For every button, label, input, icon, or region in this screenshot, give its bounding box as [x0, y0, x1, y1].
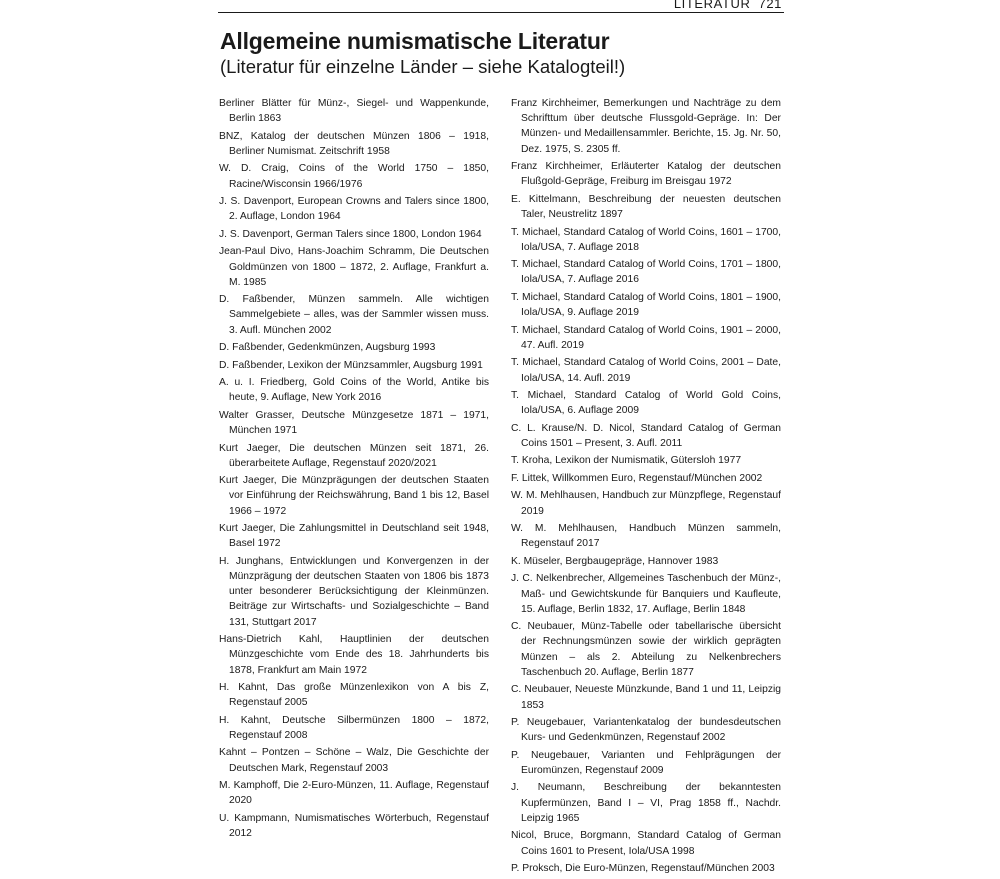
bibliography-entry: Franz Kirchheimer, Erläuterter Katalog der deutschen Flußgold-Gepräge, Freiburg im Breisgau 1972 — [511, 161, 781, 188]
bibliography-entry: Kahnt – Pontzen – Schöne – Walz, Die Geschichte der Deutschen Mark, Regenstauf 2003 — [219, 747, 489, 774]
bibliography-entry: A. u. I. Friedberg, Gold Coins of the World, Antike bis heute, 9. Auflage, New York 2016 — [219, 377, 489, 404]
bibliography-entry: D. Faßbender, Lexikon der Münzsammler, Augsburg 1991 — [219, 359, 483, 371]
bibliography-entry: C. Neubauer, Neueste Münzkunde, Band 1 und 11, Leipzig 1853 — [511, 684, 781, 711]
bibliography-entry: H. Kahnt, Das große Münzenlexikon von A bis Z, Regenstauf 2005 — [219, 682, 489, 709]
bibliography-entry: E. Kittelmann, Beschreibung der neuesten deutschen Taler, Neustrelitz 1897 — [511, 193, 781, 221]
bibliography-entry: T. Michael, Standard Catalog of World Coins, 1701 – 1800, Iola/USA, 7. Auflage 2016 — [511, 259, 781, 286]
bibliography-entry: C. Neubauer, Münz-Tabelle oder tabellarische übersicht der Rechnungsmünzen sowie der wirklich geprägten Münzen – als 2. Abteilung zu Nelkenbrechers Taschenbuch 20. Auflage, Berlin 1877 — [511, 621, 781, 678]
header-rule — [218, 12, 784, 13]
bibliography-entry: Franz Kirchheimer, Bemerkungen und Nachträge zu dem Schrifttum über deutsche Flussgold-Gepräge. In: Der Münzen- und Medaillensammler. Berichte, 15. Jg. Nr. 50, Dez. 1975, S. 2305 ff. — [511, 98, 781, 155]
bibliography-entry: C. L. Krause/N. D. Nicol, Standard Catalog of German Coins 1501 – Present, 3. Aufl. 2011 — [511, 422, 781, 449]
bibliography-entry: U. Kampmann, Numismatisches Wörterbuch, Regenstauf 2012 — [219, 812, 489, 840]
bibliography-entry: Nicol, Bruce, Borgmann, Standard Catalog of German Coins 1601 to Present, Iola/USA 1998 — [511, 830, 781, 857]
page-subtitle: (Literatur für einzelne Länder – siehe Katalogteil!) — [220, 56, 626, 77]
bibliography-entry: T. Kroha, Lexikon der Numismatik, Gütersloh 1977 — [511, 455, 742, 467]
bibliography-entry: P. Neugebauer, Variantenkatalog der bundesdeutschen Kurs- und Gedenkmünzen, Regenstauf 2002 — [511, 717, 781, 744]
bibliography-entry: J. C. Nelkenbrecher, Allgemeines Taschenbuch der Münz-, Maß- und Gewichtskunde für Banquiers und Kaufleute, 15. Auflage, Berlin 1832, 17. Auflage, Berlin 1848 — [511, 573, 781, 615]
bibliography-entry: M. Kamphoff, Die 2-Euro-Münzen, 11. Auflage, Regenstauf 2020 — [219, 780, 489, 807]
bibliography-entry: D. Faßbender, Münzen sammeln. Alle wichtigen Sammelgebiete – alles, was der Sammler wissen muss. 3. Aufl. München 2002 — [219, 294, 489, 336]
running-head-section: LITERATUR — [673, 0, 751, 11]
bibliography-entry: T. Michael, Standard Catalog of World Coins, 1801 – 1900, Iola/USA, 9. Auflage 2019 — [511, 291, 781, 319]
bibliography-entry: D. Faßbender, Gedenkmünzen, Augsburg 1993 — [219, 342, 436, 354]
bibliography-entry: Kurt Jaeger, Die deutschen Münzen seit 1871, 26. überarbeitete Auflage, Regenstauf 2020/2021 — [219, 442, 489, 469]
bibliography-entry: Hans-Dietrich Kahl, Hauptlinien der deutschen Münzgeschichte vom Ende des 18. Jahrhunderts bis 1878, Frankfurt am Main 1972 — [219, 634, 489, 676]
bibliography-entry: P. Proksch, Die Euro-Münzen, Regenstauf/München 2003 — [511, 863, 775, 875]
bibliography-entry: F. Littek, Willkommen Euro, Regenstauf/München 2002 — [511, 472, 763, 484]
bibliography-entry: T. Michael, Standard Catalog of World Coins, 1901 – 2000, 47. Aufl. 2019 — [511, 324, 781, 351]
bibliography-entry: W. M. Mehlhausen, Handbuch zur Münzpflege, Regenstauf 2019 — [511, 490, 781, 517]
bibliography-entry: H. Junghans, Entwicklungen und Konvergenzen in der Münzprägung der deutschen Staaten von 1806 bis 1873 unter besonderer Berücksichtigung der Kleinmünzen. Beiträge zur Wirtschafts- und Sozialgeschichte – Band 131, Stuttgart 2017 — [219, 555, 489, 628]
page-number: 721 — [758, 0, 782, 11]
bibliography-entry: BNZ, Katalog der deutschen Münzen 1806 – 1918, Berliner Numismat. Zeitschrift 1958 — [219, 130, 489, 157]
bibliography-entry: Kurt Jaeger, Die Münzprägungen der deutschen Staaten vor Einführung der Reichswährung, Band 1 bis 12, Basel 1966 – 1972 — [219, 475, 489, 517]
bibliography-entry: Walter Grasser, Deutsche Münzgesetze 1871 – 1971, München 1971 — [219, 409, 489, 437]
bibliography-entry: Kurt Jaeger, Die Zahlungsmittel in Deutschland seit 1948, Basel 1972 — [219, 523, 489, 550]
bibliography-entry: Jean-Paul Divo, Hans-Joachim Schramm, Die Deutschen Goldmünzen von 1800 – 1872, 2. Auflage, Frankfurt a. M. 1985 — [219, 246, 489, 288]
page-title: Allgemeine numismatische Literatur — [220, 28, 610, 54]
bibliography-entry: T. Michael, Standard Catalog of World Coins, 1601 – 1700, Iola/USA, 7. Auflage 2018 — [511, 226, 781, 253]
bibliography-entry: W. M. Mehlhausen, Handbuch Münzen sammeln, Regenstauf 2017 — [511, 523, 781, 550]
running-head — [674, 0, 782, 11]
bibliography-entry: J. S. Davenport, German Talers since 1800, London 1964 — [219, 228, 482, 240]
bibliography-entry: P. Neugebauer, Varianten und Fehlprägungen der Euromünzen, Regenstauf 2009 — [511, 749, 781, 776]
bibliography-entry: Berliner Blätter für Münz-, Siegel- und Wappenkunde, Berlin 1863 — [219, 98, 489, 125]
bibliography-entry: W. D. Craig, Coins of the World 1750 – 1850, Racine/Wisconsin 1966/1976 — [219, 163, 489, 190]
bibliography-entry: T. Michael, Standard Catalog of World Gold Coins, Iola/USA, 6. Auflage 2009 — [511, 390, 781, 417]
bibliography-entry: T. Michael, Standard Catalog of World Coins, 2001 – Date, Iola/USA, 14. Aufl. 2019 — [511, 357, 781, 384]
bibliography-entry: H. Kahnt, Deutsche Silbermünzen 1800 – 1872, Regenstauf 2008 — [219, 714, 489, 741]
bibliography-column-left — [219, 96, 489, 844]
bibliography-entry: K. Müseler, Bergbaugepräge, Hannover 1983 — [511, 555, 719, 567]
bibliography-entry: J. S. Davenport, European Crowns and Talers since 1800, 2. Auflage, London 1964 — [219, 196, 489, 223]
bibliography-entry: J. Neumann, Beschreibung der bekanntesten Kupfermünzen, Band I – VI, Prag 1858 ff., Nachdr. Leipzig 1965 — [511, 782, 781, 824]
bibliography-column-right — [511, 96, 781, 879]
